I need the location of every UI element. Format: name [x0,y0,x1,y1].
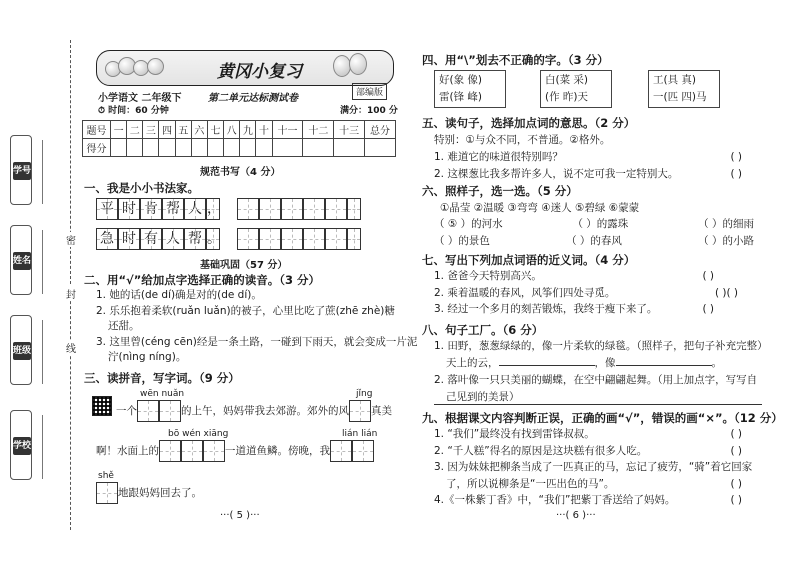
q3-line2 [96,440,374,462]
q8-line: 1. 田野，葱葱绿绿的，像一片柔软的绿毯。（照样子，把句子补充完整） [434,340,768,352]
q5-item-text: 2. 这棵葱比我多帮许多人，说不定可我一定特别大。 [434,168,679,180]
school-label: 学校 [13,437,31,455]
q8-answer-line[interactable] [434,404,762,405]
answer-cell[interactable] [203,440,225,462]
calligraphy-write-cell[interactable] [303,198,325,220]
calligraphy-model-char: ， [206,198,220,220]
unit-title: 第二单元达标测试卷 [208,93,298,104]
score-cell: 总分 [365,121,396,139]
q4-option[interactable]: (作 昨)天 [545,91,589,103]
q4-option[interactable]: 雷(锋 峰) [439,91,483,103]
answer-paren[interactable]: ( ) [730,168,742,180]
calligraphy-write-cell[interactable] [259,198,281,220]
score-cell: 三 [143,121,159,139]
student-id-label: 学号 [13,162,31,180]
score-input[interactable] [303,139,334,157]
q9-item-3-cont [434,476,754,493]
score-input[interactable] [191,139,207,157]
q6-row-1 [434,216,754,231]
name-box [10,225,32,295]
answer-paren[interactable]: ( ) [730,444,742,457]
q5-item-1 [434,149,754,166]
score-cell: 十三 [334,121,365,139]
q7-item-text: 3. 经过一个多月的刻苦锻炼，我终于瘦下来了。 [434,303,658,315]
score-cell: 题号 [83,121,111,139]
page-number-left-value: 5 [236,510,243,521]
score-cell: 五 [175,121,191,139]
school-line[interactable] [42,415,43,479]
answer-cell[interactable] [352,440,374,462]
q8-title: 八、句子工厂。（6 分） [422,323,544,337]
calligraphy-write-cell[interactable] [281,228,303,250]
score-cell: 一 [111,121,127,139]
q9-body [434,426,754,509]
q5-item-text: 1. 难道它的味道很特别吗？ [434,151,563,163]
score-cell: 十一 [272,121,303,139]
class-box [10,315,32,385]
q9-item-4 [434,492,754,509]
pinyin-wennuan: wēn nuǎn [140,389,185,399]
answer-cell[interactable] [159,400,181,422]
q3-text: 一道道鱼鳞。傍晚，我 [225,445,330,457]
answer-paren[interactable]: ( ) [730,428,742,440]
score-cell: 二 [127,121,143,139]
calligraphy-model-char: 有 [140,228,162,250]
page-number-left: ···( 5 )··· [220,510,260,521]
calligraphy-write-cell[interactable] [303,228,325,250]
name-label: 姓名 [13,252,31,270]
q6-blank[interactable]: （ ）的春风 [566,235,622,247]
q6-blank[interactable]: （ ）的景色 [434,235,490,247]
brand-banner [96,50,394,86]
calligraphy-model-char: 时 [118,228,140,250]
q9-item-1 [434,426,754,443]
q6-options: ①晶莹 ②温暖 ③弯弯 ④迷人 ⑤碧绿 ⑥蒙蒙 [440,202,640,214]
q7-body [434,268,754,318]
binding-char-xian: 线 [64,340,78,355]
q5-body [434,132,754,183]
answer-paren[interactable]: ( )( ) [714,286,738,299]
page-number-right: ···( 6 )··· [556,510,596,521]
score-input[interactable] [175,139,191,157]
q7-item-2 [434,285,754,302]
calligraphy-model-char: 人 [184,198,206,220]
calligraphy-write-cell[interactable] [347,228,361,250]
answer-paren[interactable]: ( ) [730,151,742,163]
score-cell: 六 [191,121,207,139]
binding-strip [10,85,74,530]
calligraphy-write-cell[interactable] [259,228,281,250]
binding-char-mi: 密 [64,232,78,247]
score-input[interactable] [240,139,256,157]
student-id-line[interactable] [42,140,43,204]
q6-blank[interactable]: （ ）的露珠 [572,218,629,230]
q7-title: 七、写出下列加点词语的近义词。（4 分） [422,253,636,267]
q3-text: 真美 [371,405,392,417]
q2-item[interactable]: 1. 她的话(de dí)确是对的(de dí)。 [96,289,262,301]
calligraphy-write-cell[interactable] [347,198,361,220]
q9-item-text: 1. “我们”最终没有找到雷锋叔叔。 [434,428,595,440]
calligraphy-model-char: 人 [162,228,184,250]
q7-item-1 [434,268,754,285]
q3-text: 一个 [116,405,137,417]
class-label: 班级 [13,342,31,360]
q3-text: 地跟妈妈回去了。 [118,487,202,499]
q4-box-1 [434,70,506,108]
calligraphy-write-cell[interactable] [237,198,259,220]
score-input[interactable] [334,139,365,157]
answer-paren[interactable]: ( ) [730,477,742,490]
q2-title: 二、用“√”给加点字选择正确的读音。（3 分） [84,273,321,287]
q4-box-3 [648,70,720,108]
subject-grade: 小学语文 二年级下 [98,93,182,104]
calligraphy-model-char: 肯 [140,198,162,220]
answer-cell[interactable] [137,400,159,422]
q2-item-cont: 还甜。 [108,320,140,332]
brand-title: 黄冈小复习 [217,62,302,82]
score-cell: 四 [159,121,175,139]
student-id-box [10,135,32,205]
calligraphy-model-char: 时 [118,198,140,220]
name-line[interactable] [42,230,43,294]
score-input[interactable] [365,139,396,157]
score-cell: 十 [256,121,272,139]
score-table-header-row [83,121,396,139]
q2-item[interactable]: 2. 乐乐抱着柔软(ruǎn luǎn)的被子，心里比吃了蔗(zhē zhè)糖 [96,304,395,317]
q5-intro: 特别：①与众不同，不普通。②格外。 [434,134,611,146]
clock-icon: ⏱ [98,106,106,116]
q3-title: 三、读拼音，写字词。（9 分） [84,371,240,385]
answer-cell[interactable] [349,400,371,422]
answer-cell[interactable] [181,440,203,462]
neat-writing-heading: 规范书写（4 分） [200,167,281,178]
q7-item-text: 2. 乘着温暖的春风，风筝们四处寻觅。 [434,286,616,299]
q8-text: 。 [711,357,722,369]
answer-cell[interactable] [159,440,181,462]
score-input[interactable] [272,139,303,157]
calligraphy-write-cell[interactable] [325,228,347,250]
q8-line: 2. 落叶像一只只美丽的蝴蝶，在空中翩翩起舞。（用上加点字，写写自 [434,374,758,386]
q8-text: 天上的云， [446,357,499,369]
q5-item-2 [434,166,754,183]
score-cell: 八 [224,121,240,139]
score-input[interactable] [159,139,175,157]
calligraphy-model-char: 平 [96,198,118,220]
score-cell: 十二 [303,121,334,139]
q3-text: 啊！水面上的 [96,445,159,457]
q3-text: 的上午，妈妈带我去郊游。郊外的风 [181,405,349,417]
q4-option[interactable]: 工(具 真) [653,74,697,86]
score-table [82,120,396,157]
exam-time [98,103,169,116]
q9-title: 九、根据课文内容判断正误，正确的画“√”，错误的画“×”。（12 分） [422,411,783,425]
q8-blank-line[interactable] [434,355,764,372]
q7-item-text: 1. 爸爸今天特别高兴。 [434,270,542,282]
calligraphy-model-char: 急 [96,228,118,250]
q6-blank[interactable]: （ ）的小路 [698,235,754,247]
pinyin-lianlian: lián lián [342,429,378,439]
q2-item-cont[interactable]: 泞(nìng níng)。 [108,351,187,363]
calligraphy-row-1 [96,198,361,220]
calligraphy-write-cell[interactable] [237,228,259,250]
q6-title: 六、照样子，选一选。（5 分） [422,184,578,198]
q6-blank[interactable]: （ ）的细雨 [698,218,754,230]
score-row-label: 得分 [83,139,111,157]
school-box [10,410,32,480]
q5-title: 五、读句子，选择加点词的意思。（2 分） [422,116,636,130]
q3-line3 [96,482,202,504]
calligraphy-row-2 [96,228,361,250]
calligraphy-model-char: 。 [206,228,220,250]
answer-cell[interactable] [96,482,118,504]
q4-title: 四、用“\”划去不正确的字。（3 分） [422,53,609,67]
q8-body [434,338,768,406]
answer-paren[interactable]: ( ) [702,270,714,282]
q6-row-2 [434,233,754,248]
qr-code-icon [92,396,112,416]
pinyin-bowenxiang: bō wén xiāng [168,429,229,439]
q3-line1 [116,400,392,422]
score-table-score-row [83,139,396,157]
score-input[interactable] [207,139,223,157]
q8-text: ，像 [594,357,616,369]
q4-option[interactable]: 好(象 像) [439,74,483,86]
exam-time-text: 时间：60 分钟 [108,106,169,116]
q6-blank[interactable]: （ ⑤ ）的河水 [434,218,503,230]
score-cell: 九 [240,121,256,139]
calligraphy-write-cell[interactable] [325,198,347,220]
answer-paren[interactable]: ( ) [730,494,742,506]
q2-body [96,288,417,366]
q2-item[interactable]: 3. 这里曾(céng cēn)经是一条土路，一碰到下雨天，就会变成一片泥 [96,335,418,348]
q4-option[interactable]: 一(匹 四)马 [653,91,707,103]
binding-char-feng: 封 [64,286,78,301]
q4-box-2 [540,70,612,108]
calligraphy-model-char: 帮 [162,198,184,220]
score-input[interactable] [143,139,159,157]
answer-cell[interactable] [330,440,352,462]
score-input[interactable] [111,139,127,157]
q1-title: 一、我是小小书法家。 [84,181,199,195]
q4-option[interactable]: 白(菜 采) [545,74,589,86]
score-input[interactable] [224,139,240,157]
score-cell: 七 [207,121,223,139]
page-number-right-value: 6 [572,510,579,521]
q9-item-text: 4.《一株紫丁香》中，“我们”把紫丁香送给了妈妈。 [434,494,676,506]
calligraphy-model-char: 帮 [184,228,206,250]
calligraphy-write-cell[interactable] [281,198,303,220]
pinyin-jing: jǐng [356,389,373,399]
score-input[interactable] [127,139,143,157]
q8-line: 己见到的美景） [446,391,520,403]
q9-item-text: 3. 因为妹妹把柳条当成了一匹真正的马，忘记了疲劳，“骑”着它回家 [434,461,753,473]
q9-item-text: 了，所以说柳条是“一匹出色的马”。 [446,477,615,490]
answer-paren[interactable]: ( ) [702,303,714,315]
q9-item-2 [434,443,754,460]
class-line[interactable] [42,320,43,384]
full-score: 满分：100 分 [340,106,398,116]
score-input[interactable] [256,139,272,157]
basic-heading: 基础巩固（57 分） [200,260,288,271]
q9-item-text: 2. “千人糕”得名的原因是这块糕有很多人吃。 [434,444,648,457]
edition-badge: 部编版 [352,83,387,100]
q7-item-3 [434,301,754,318]
pinyin-she: shě [98,471,114,481]
